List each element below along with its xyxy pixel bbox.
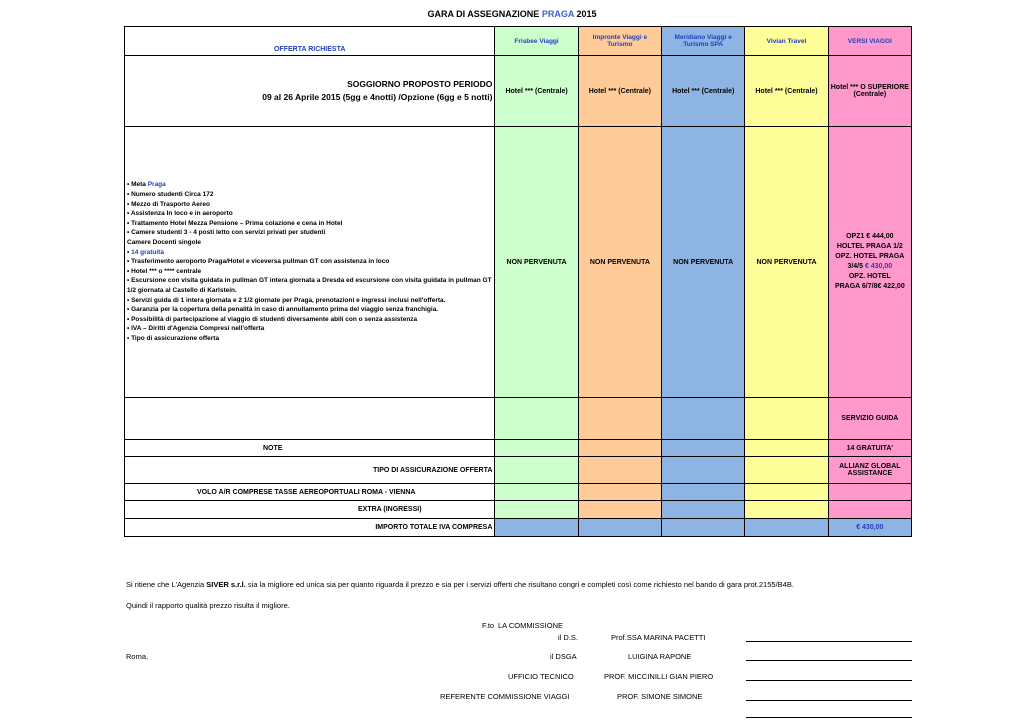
requirements-list <box>125 127 495 398</box>
signer-role: il DSGA <box>550 652 577 661</box>
versi-offer <box>828 127 911 398</box>
versi-offer-line: OPZ. HOTEL PRAGA <box>835 253 905 260</box>
hotel-frisbee: Hotel *** (Centrale) <box>495 56 578 127</box>
req-item: • Escursione con visita guidata in pullman GT intera giornata a Dresda ed escursione con visita guidata in pullman GT 1/2 giornata al Castello di Karlstein. <box>127 277 492 294</box>
signer-name: PROF. MICCINILLI GIAN PIERO <box>604 672 714 681</box>
fto-label: F.to <box>482 621 495 630</box>
soggiorno-line1: SOGGIORNO PROPOSTO PERIODO <box>347 79 493 89</box>
req-item: • Trasferimento aeroporto Praga/Hotel e viceversa pullman GT con assistenza in loco <box>127 258 390 266</box>
importo-value: € 430,00 <box>828 519 911 537</box>
signature-line <box>746 660 912 661</box>
req-item: Camere Docenti singole <box>127 239 202 247</box>
commissione-label: LA COMMISSIONE <box>498 621 564 630</box>
note-value: 14 GRATUITA' <box>828 440 911 457</box>
req-item: • Servizi guida di 1 intera giornata e 2 1/2 giornate per Praga, prenotazioni e ingressi inclusi nell'offerta. <box>127 296 446 304</box>
winner-agency: SIVER s.r.l. <box>206 580 246 589</box>
soggiorno-cell <box>125 56 495 127</box>
note-label: NOTE <box>125 440 495 457</box>
agency-meridiano: Meridiano Viaggi e Turismo SPA <box>662 27 745 56</box>
req-item: • Numero studenti Circa 172 <box>127 191 214 199</box>
soggiorno-line2: 09 al 26 Aprile 2015 (5gg e 4notti) /Opzione (6gg e 5 notti) <box>262 92 493 102</box>
signature-line <box>746 717 912 718</box>
status-vivian: NON PERVENUTA <box>745 127 828 398</box>
importo-row <box>125 519 912 537</box>
req-item: • Possibilità di partecipazione al viaggio di studenti diversamente abili con o senza assistenza <box>127 315 418 323</box>
requirements-row <box>125 127 912 398</box>
conclusion-line2: Quindi il rapporto qualità prezzo risulta il migliore. <box>126 601 290 610</box>
hotel-vivian: Hotel *** (Centrale) <box>745 56 828 127</box>
assicurazione-label: TIPO DI ASSICURAZIONE OFFERTA <box>125 457 495 484</box>
versi-offer-line: HOLTEL PRAGA 1/2 <box>836 243 903 250</box>
note-row <box>125 440 912 457</box>
versi-offer-line: OPZ1 € 444,00 <box>846 233 894 240</box>
agency-versi: VERSI VIAGGI <box>828 27 911 56</box>
soggiorno-row <box>125 56 912 127</box>
signature-line <box>746 700 912 701</box>
assicurazione-row <box>125 457 912 484</box>
servizio-label <box>125 398 495 440</box>
volo-label: VOLO A/R COMPRESE TASSE AEREOPORTUALI ROMA - VIENNA <box>125 484 495 501</box>
req-item: • Mezzo di Trasporto Aereo <box>127 200 210 208</box>
agency-frisbee: Frisbee Viaggi <box>495 27 578 56</box>
req-item: • Hotel *** o **** centrale <box>127 267 202 275</box>
servizio-guida-value: SERVIZIO GUIDA <box>828 398 911 440</box>
signature-line <box>746 641 912 642</box>
versi-offer-line: OPZ. HOTEL <box>848 273 891 280</box>
versi-offer-line: 3/4/5 € 430,00 <box>847 263 893 270</box>
signer-role: il D.S. <box>558 633 579 642</box>
assicurazione-value: ALLIANZ GLOBAL ASSISTANCE <box>828 457 911 484</box>
offerta-richiesta-label: OFFERTA RICHIESTA <box>125 27 495 56</box>
title-year: 2015 <box>573 9 597 19</box>
req-item: • IVA – Diritti d'Agenzia Compresi nell'offerta <box>127 325 265 333</box>
volo-row <box>125 484 912 501</box>
req-item: • 14 gratuità <box>127 248 164 256</box>
signature-line <box>746 680 912 681</box>
versi-offer-line: PRAGA 6/7/8€ 422,00 <box>834 283 905 290</box>
signer-name: Prof.SSA MARINA PACETTI <box>611 633 706 642</box>
signer-name: PROF. SIMONE SIMONE <box>617 692 703 701</box>
hotel-versi: Hotel *** O SUPERIORE (Centrale) <box>828 56 911 127</box>
hotel-impronte: Hotel *** (Centrale) <box>578 56 661 127</box>
status-impronte: NON PERVENUTA <box>578 127 661 398</box>
extra-row <box>125 501 912 519</box>
importo-label: IMPORTO TOTALE IVA COMPRESA <box>125 519 495 537</box>
extra-label: EXTRA (INGRESSI) <box>125 501 495 519</box>
header-row <box>125 27 912 56</box>
title-prefix: GARA DI ASSEGNAZIONE <box>427 9 542 19</box>
req-item: • Meta Praga <box>127 181 166 189</box>
status-frisbee: NON PERVENUTA <box>495 127 578 398</box>
req-item: • Assistenza In loco e in aeroporto <box>127 210 233 218</box>
signer-role: UFFICIO TECNICO <box>508 672 574 681</box>
agency-impronte: Impronte Viaggi e Turismo <box>578 27 661 56</box>
req-item: • Camere studenti 3 - 4 posti letto con servizi privati per studenti <box>127 229 326 237</box>
conclusion-paragraph: Si ritiene che L'Agenzia SIVER s.r.l. sia la migliore ed unica sia per quanto riguarda il prezzo e sia per i servizi offerti che risultano congri e completi così come richiesto nel bando di gara prot.2155/B4B. <box>126 580 794 589</box>
req-item: • Garanzia per la copertura della penalità in caso di annullamento prima del viaggio senza franchigia. <box>127 306 439 314</box>
req-item: • Tipo di assicurazione offerta <box>127 334 220 342</box>
title-city: PRAGA <box>541 9 574 19</box>
comparison-table <box>124 26 912 537</box>
status-meridiano: NON PERVENUTA <box>662 127 745 398</box>
agency-vivian: Vivian Travel <box>745 27 828 56</box>
servizio-row <box>125 398 912 440</box>
roma-label: Roma, <box>126 652 149 661</box>
page-title <box>0 9 1024 19</box>
signer-name: LUIGINA RAPONE <box>628 652 692 661</box>
req-item: • Trattamento Hotel Mezza Pensione – Prima colazione e cena in Hotel <box>127 219 343 227</box>
hotel-meridiano: Hotel *** (Centrale) <box>662 56 745 127</box>
signer-role: REFERENTE COMMISSIONE VIAGGI <box>440 692 570 701</box>
